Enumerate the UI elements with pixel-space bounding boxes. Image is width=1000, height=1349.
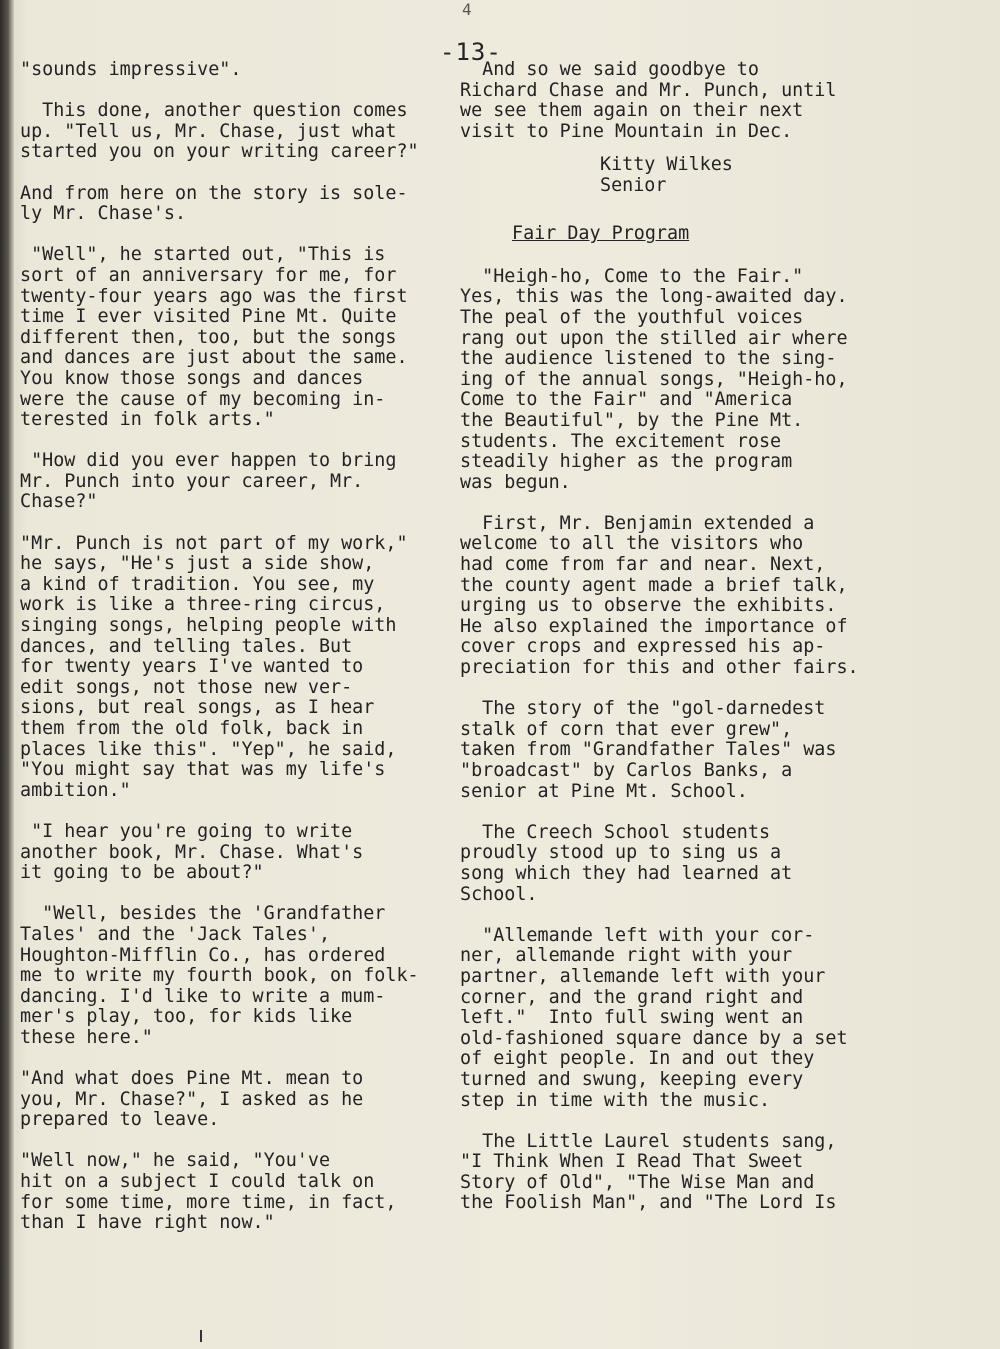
author-name: Kitty Wilkes	[600, 153, 733, 175]
paragraph: And from here on the story is sole- ly Mr. Chase's.	[20, 182, 408, 225]
paragraph: First, Mr. Benjamin extended a welcome to all the visitors who had come from far and near. Next, the county agent made a brief talk, urging us to observe the exhibits. He also explained the importance of cover crops and expressed his ap- preciation for this and other fairs.	[460, 512, 859, 679]
left-column	[20, 60, 460, 1254]
paragraph: The story of the "gol-darnedest stalk of corn that ever grew", taken from "Grandfather Tales" was "broadcast" by Carlos Banks, a senior at Pine Mt. School.	[460, 698, 837, 802]
closing-paragraph: And so we said goodbye to Richard Chase and Mr. Punch, until we see them again on their next visit to Pine Mountain in Dec.	[460, 59, 837, 142]
paragraph: The Creech School students proudly stood up to sing us a song which they had learned at School.	[460, 821, 793, 905]
paragraph: "I hear you're going to write another book, Mr. Chase. What's it going to be about?"	[20, 820, 364, 884]
paragraph: "Well now," he said, "You've hit on a subject I could talk on for some time, more time, in fact, than I have right now."	[20, 1150, 397, 1234]
top-page-mark: 4	[462, 0, 472, 19]
stray-mark	[200, 1330, 202, 1342]
paragraph: "And what does Pine Mt. mean to you, Mr. Chase?", I asked as he prepared to leave.	[20, 1068, 364, 1131]
paragraph: "Heigh-ho, Come to the Fair." Yes, this was the long-awaited day. The peal of the youthful voices rang out upon the stilled air where the audience listened to the sing- ing of the annual songs, "Heigh-ho, Come to the Fair" and "America the Beautiful", by the Pine Mt. students. The excitement rose steadily higher as the program was begun.	[460, 265, 848, 493]
paragraph: "sounds impressive".	[20, 59, 242, 80]
section-heading: Fair Day Program	[512, 223, 690, 245]
paragraph: "How did you ever happen to bring Mr. Punch into your career, Mr. Chase?"	[20, 450, 397, 513]
page-number: -13-	[440, 38, 502, 66]
paragraph: "Mr. Punch is not part of my work," he says, "He's just a side show, a kind of tradition. You see, my work is like a three-ring circus, singing songs, helping people with dances, and telling tales. But for twenty years I've wanted to edit songs, not those new ver- sions, but real songs, as I hear them from the old folk, back in places like this". "Yep", he said, "You might say that was my life's ambition."	[20, 532, 408, 801]
page-binding-edge	[0, 0, 14, 1349]
author-title: Senior	[600, 174, 667, 196]
paragraph: "Well, besides the 'Grandfather Tales' and the 'Jack Tales', Houghton-Mifflin Co., has ordered me to write my fourth book, on folk- dancing. I'd like to write a mum- mer's play, too, for kids like these here."	[20, 903, 419, 1048]
paragraph: "Allemande left with your cor- ner, allemande right with your partner, allemande left with your corner, and the grand right and left." Into full swing went an old-fashioned square dance by a set of eight people. In and out they turned and swung, keeping every step in time with the music.	[460, 924, 848, 1111]
right-column	[460, 60, 910, 1235]
paragraph: The Little Laurel students sang, "I Think When I Read That Sweet Story of Old", "The Wise Man and the Foolish Man", and "The Lord Is	[460, 1130, 837, 1214]
paragraph: "Well", he started out, "This is sort of an anniversary for me, for twenty-four years ago was the first time I ever visited Pine Mt. Quite different then, too, but the songs and dances are just about the same. You know those songs and dances were the cause of my becoming in- terested in folk arts."	[20, 244, 408, 431]
byline	[600, 155, 910, 196]
paragraph: This done, another question comes up. "Tell us, Mr. Chase, just what started you on your writing career?"	[20, 100, 419, 163]
